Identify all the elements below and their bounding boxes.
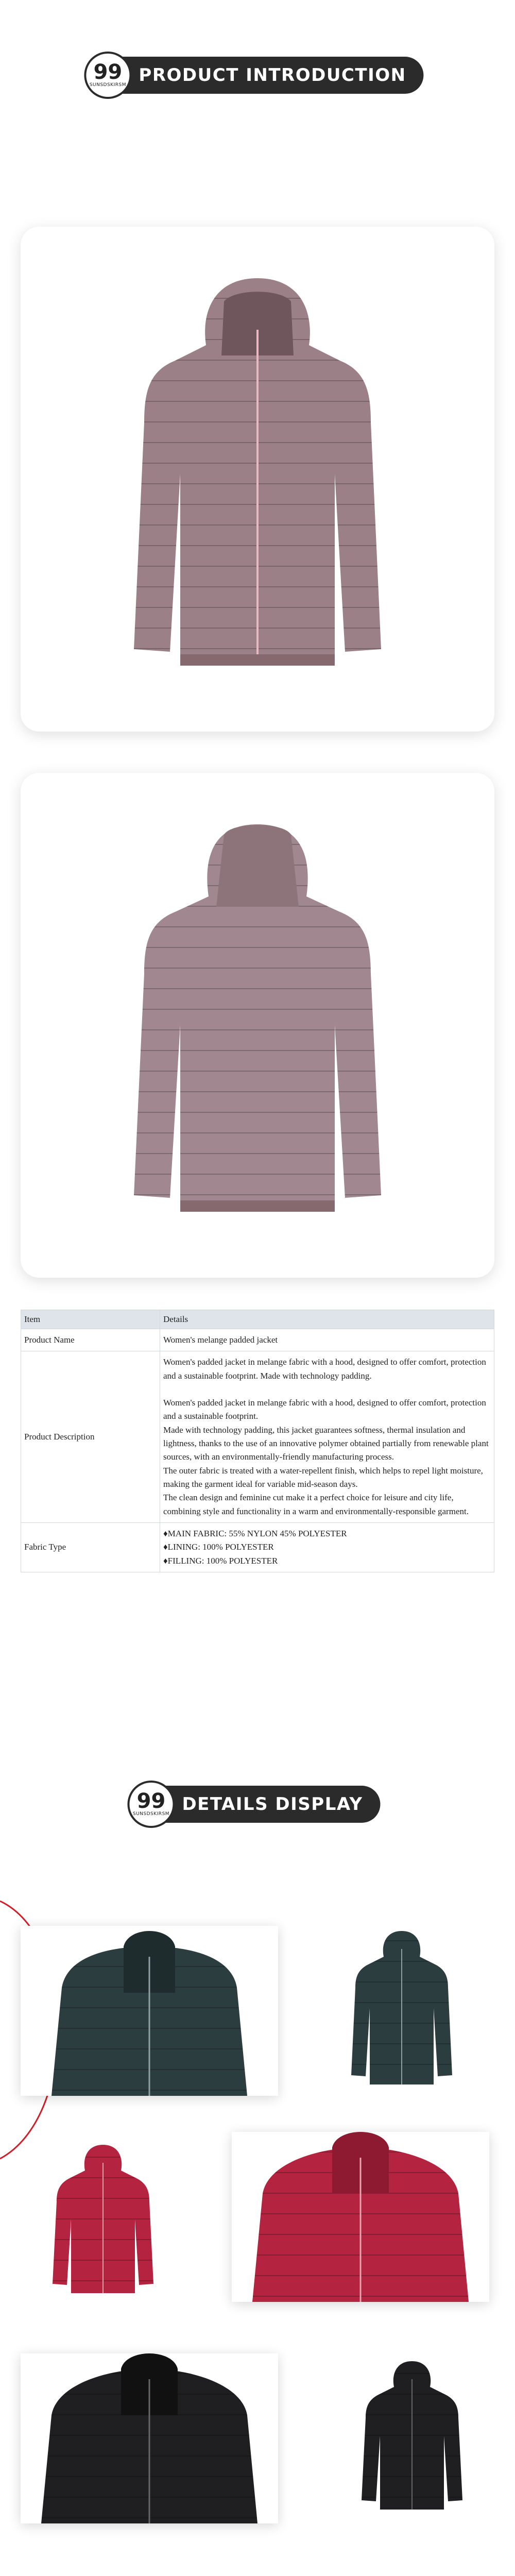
jacket-red-full-image: [41, 2137, 165, 2302]
description-paragraph: Made with technology padding, this jacket guarantees softness, thermal insulation and lightness, thanks to the use of an innovative polymer obtained partially from renewable plant sources, with an environmentally-friendly manufacturing process.: [163, 1425, 489, 1462]
detail-black-full: [350, 2353, 474, 2518]
fabric-line: ♦MAIN FABRIC: 55% NYLON 45% POLYESTER: [163, 1529, 347, 1539]
detail-black-closeup: [21, 2353, 278, 2523]
table-header-row: [21, 1310, 494, 1329]
description-paragraph: The outer fabric is treated with a water-repellent finish, which helps to repel light moisture, making the garment ideal for variable mid-season days.: [163, 1465, 483, 1489]
description-paragraph: Women's padded jacket in melange fabric with a hood, designed to offer comfort, protection and a sustainable footprint.: [163, 1398, 486, 1421]
fabric-label: Fabric Type: [21, 1523, 160, 1572]
product-back-photo: [21, 773, 494, 1278]
detail-red-closeup: [232, 2132, 489, 2302]
jacket-teal-full-image: [340, 1921, 464, 2096]
header-item: Item: [21, 1310, 160, 1329]
details-banner: [134, 1786, 380, 1823]
description-value: [160, 1351, 494, 1523]
jacket-front-image: [103, 258, 412, 701]
brand-logo: [86, 54, 129, 97]
jacket-back-image: [103, 804, 412, 1247]
jacket-black-full-image: [350, 2353, 474, 2518]
section-title: DETAILS DISPLAY: [182, 1794, 363, 1815]
jacket-red-closeup-image: [232, 2132, 489, 2302]
fabric-line: ♦LINING: 100% POLYESTER: [163, 1542, 274, 1552]
detail-teal-closeup: [21, 1926, 278, 2096]
description-paragraph: The clean design and feminine cut make it a perfect choice for leisure and city life, combining style and functionality in a warm and environmentally-responsible garment.: [163, 1493, 469, 1516]
header-details: Details: [160, 1310, 494, 1329]
product-spec-table: [21, 1310, 494, 1572]
description-label: Product Description: [21, 1351, 160, 1523]
product-name-value: Women's melange padded jacket: [160, 1329, 494, 1351]
table-row: [21, 1329, 494, 1351]
table-row: [21, 1523, 494, 1572]
logo-number: 99: [93, 60, 123, 84]
table-row: [21, 1351, 494, 1523]
logo-number: 99: [136, 1789, 166, 1813]
detail-teal-full: [340, 1921, 464, 2096]
detail-red-full: [41, 2137, 165, 2302]
fabric-line: ♦FILLING: 100% POLYESTER: [163, 1555, 278, 1566]
fabric-value: [160, 1523, 494, 1572]
section-title: PRODUCT INTRODUCTION: [139, 65, 406, 86]
logo-sub: SUNSDSKIRSM: [89, 82, 126, 88]
jacket-teal-closeup-image: [21, 1926, 278, 2096]
product-name-label: Product Name: [21, 1329, 160, 1351]
intro-banner: [91, 57, 423, 94]
brand-logo: [129, 1783, 173, 1826]
description-paragraph: Women's padded jacket in melange fabric with a hood, designed to offer comfort, protection and a sustainable footprint. Made with technology padding.: [163, 1357, 486, 1381]
product-front-photo: [21, 227, 494, 732]
logo-sub: SUNSDSKIRSM: [132, 1811, 170, 1817]
jacket-black-closeup-image: [21, 2353, 278, 2523]
